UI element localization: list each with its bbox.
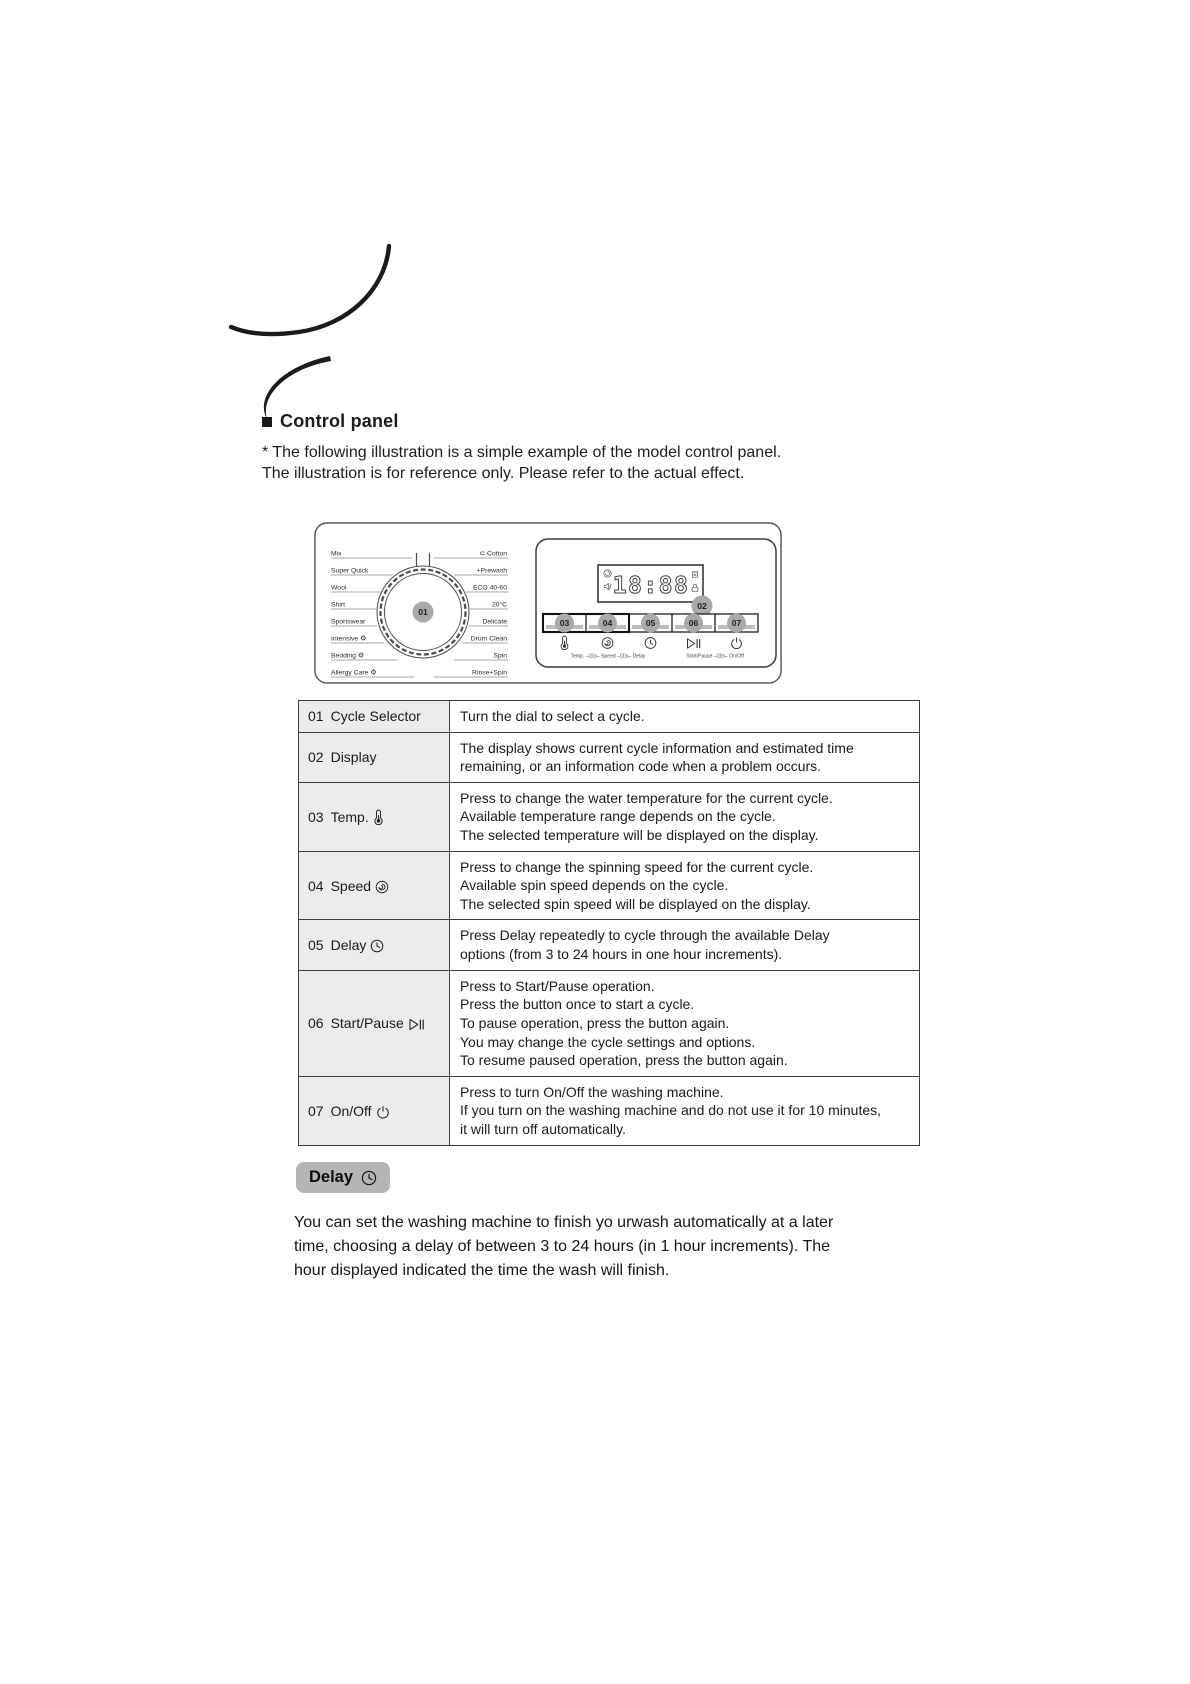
row-number: 03 — [308, 808, 324, 825]
row-label: Delay — [330, 937, 367, 954]
callout-05-label: 05 — [645, 618, 656, 629]
dial-label: Bedding ⚙ — [331, 652, 364, 660]
dial-label: ⊂ Cotton — [479, 550, 507, 558]
row-desc-line: To pause operation, press the button again. — [460, 1014, 730, 1031]
dial-label: Drum Clean — [470, 635, 507, 643]
row-desc-line: If you turn on the washing machine and do not use it for 10 minutes, — [460, 1102, 882, 1119]
row-desc-line: remaining, or an information code when a problem occurs. — [460, 758, 822, 775]
row-number: 02 — [308, 749, 324, 766]
dial-label: Super Quick — [331, 567, 369, 575]
row-desc-line: Turn the dial to select a cycle. — [460, 708, 645, 724]
table-row — [299, 701, 920, 733]
delay-paragraph — [294, 1211, 833, 1283]
paragraph-line: hour displayed indicated the time the wash will finish. — [294, 1262, 670, 1279]
seven-segment-time: 18:88 — [612, 573, 690, 599]
table-row — [299, 851, 920, 920]
row-desc-line: Press to change the spinning speed for the current cycle. — [460, 858, 814, 875]
delay-section-badge — [296, 1162, 390, 1193]
intro-line: * The following illustration is a simple example of the model control panel. — [262, 444, 782, 461]
console-outline — [536, 539, 776, 667]
paragraph-line: You can set the washing machine to finish yo urwash automatically at a later — [294, 1214, 834, 1231]
control-panel-illustration — [314, 522, 782, 684]
start-pause-icon — [408, 1018, 425, 1031]
dial-label: Sportswear — [331, 618, 366, 626]
callout-06-label: 06 — [688, 618, 699, 629]
row-number: 04 — [308, 877, 324, 894]
row-number: 05 — [308, 937, 324, 954]
dial-label: ECO 40-60 — [472, 584, 507, 592]
dial-label: Rinse+Spin — [472, 669, 507, 677]
table-row — [299, 970, 920, 1076]
row-label: Start/Pause — [330, 1015, 404, 1032]
row-desc-line: You may change the cycle settings and options. — [460, 1033, 756, 1050]
row-label: Speed — [330, 877, 372, 894]
row-desc-line: Press to change the water temperature for the current cycle. — [460, 789, 833, 806]
table-row — [299, 732, 920, 782]
callout-01-label: 01 — [418, 607, 428, 618]
row-label: On/Off — [330, 1102, 372, 1119]
callout-04-label: 04 — [602, 618, 613, 629]
table-row — [299, 1076, 920, 1145]
delay-badge-label: Delay — [309, 1168, 354, 1186]
table-row — [299, 920, 920, 970]
dial-label: Wool — [331, 584, 347, 592]
thermometer-icon — [373, 809, 384, 825]
dial-label: +Prewash — [476, 567, 507, 575]
row-desc-line: The selected temperature will be displayed on the display. — [460, 827, 819, 844]
intro-line: The illustration is for reference only. Please refer to the actual effect. — [262, 465, 745, 482]
row-label: Display — [330, 749, 377, 766]
row-desc-line: The display shows current cycle information and estimated time — [460, 739, 854, 756]
paragraph-line: time, choosing a delay of between 3 to 24 hours (in 1 hour increments). The — [294, 1238, 831, 1255]
control-table — [298, 700, 920, 1146]
row-label: Cycle Selector — [330, 708, 421, 725]
row-label: Temp. — [330, 808, 369, 825]
power-icon — [376, 1105, 390, 1119]
page-title: Control panel — [280, 411, 399, 431]
table-row — [299, 782, 920, 851]
row-desc-line: it will turn off automatically. — [460, 1120, 626, 1137]
row-desc-line: The selected spin speed will be displayed on the display. — [460, 895, 811, 912]
dial-label: Delicate — [482, 618, 507, 626]
dial-label: Allergy Care ⚙ — [331, 669, 377, 677]
crescent-curve — [264, 356, 331, 419]
section-heading — [262, 411, 399, 432]
swoosh-curve — [231, 246, 389, 334]
callout-02-label: 02 — [697, 601, 707, 612]
row-desc-line: Available spin speed depends on the cycle. — [460, 877, 729, 894]
button-caption-right: Start/Pause –(3)s– On/Off — [686, 653, 744, 660]
row-desc-line: To resume paused operation, press the button again. — [460, 1052, 788, 1069]
intro-note — [262, 442, 781, 484]
delay-clock-icon — [370, 939, 384, 953]
decorative-curves — [196, 198, 436, 438]
row-number: 06 — [308, 1015, 324, 1032]
button-row — [543, 614, 758, 633]
dial-label: Shirt — [331, 601, 345, 609]
row-number: 07 — [308, 1102, 324, 1119]
dial-label: Mix — [331, 550, 342, 558]
dial-label: 20°C — [491, 601, 507, 609]
bullet-square-icon — [262, 417, 272, 427]
row-desc-line: Press to turn On/Off the washing machine. — [460, 1083, 724, 1100]
row-desc-line: Press to Start/Pause operation. — [460, 977, 655, 994]
row-desc-line: Press Delay repeatedly to cycle through the available Delay — [460, 927, 830, 944]
row-number: 01 — [308, 708, 324, 725]
row-desc-line: Press the button once to start a cycle. — [460, 996, 695, 1013]
dial-label: Spin — [493, 652, 507, 660]
button-caption-left: Temp. –(3)s– Speed –(3)s– Delay — [570, 653, 646, 660]
dial-label: Intensive ⚙ — [331, 635, 367, 643]
callout-07-label: 07 — [731, 618, 742, 629]
row-desc-line: Available temperature range depends on the cycle. — [460, 808, 776, 825]
delay-clock-icon — [361, 1170, 377, 1186]
speed-spiral-icon — [375, 880, 389, 894]
callout-03-label: 03 — [559, 618, 570, 629]
row-desc-line: options (from 3 to 24 hours in one hour increments). — [460, 946, 783, 963]
